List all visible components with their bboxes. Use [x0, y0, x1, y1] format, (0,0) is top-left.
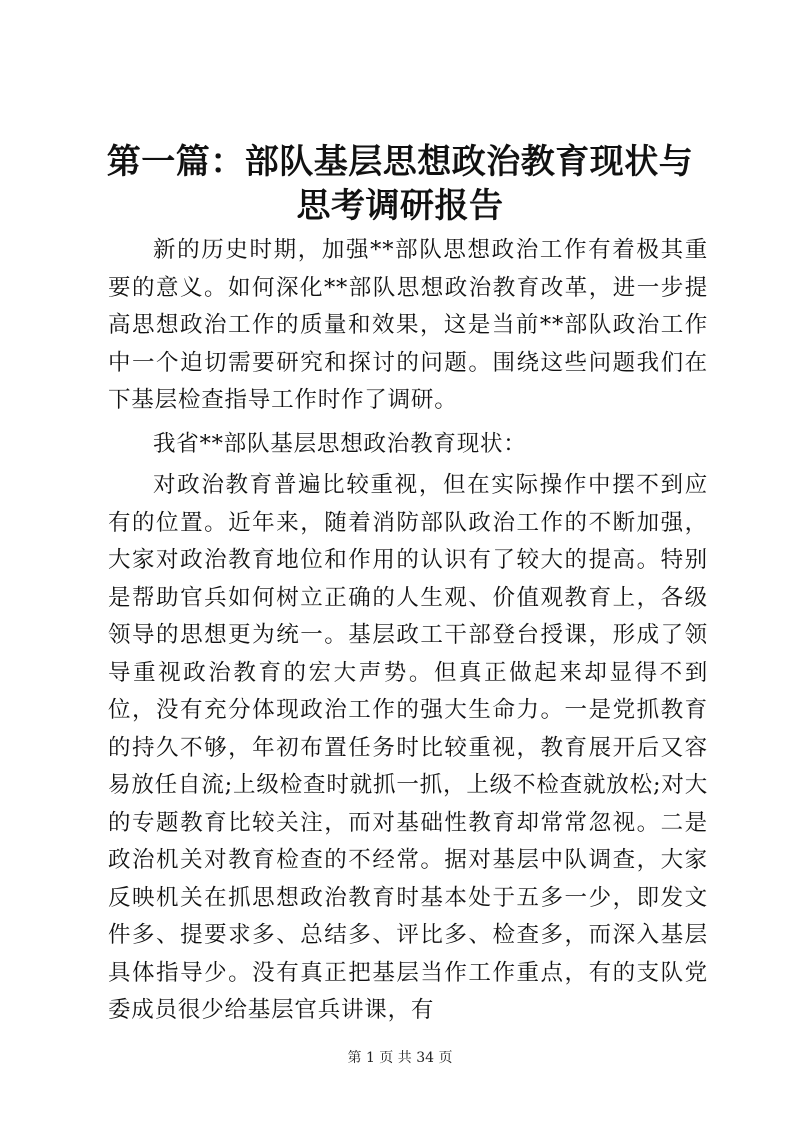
- paragraph-intro: 新的历史时期，加强**部队思想政治工作有着极其重要的意义。如何深化**部队思想政治教育改革，进一步提高思想政治工作的质量和效果，这是当前**部队政治工作中一个迫切需要研究和探讨的问题。围绕这些问题我们在下基层检查指导工作时作了调研。: [108, 237, 708, 413]
- paragraph-analysis: 对政治教育普遍比较重视，但在实际操作中摆不到应有的位置。近年来，随着消防部队政治工作的不断加强，大家对政治教育地位和作用的认识有了较大的提高。特别是帮助官兵如何树立正确的人生观、价值观教育上，各级领导的思想更为统一。基层政工干部登台授课，形成了领导重视政治教育的宏大声势。但真正做起来却显得不到位，没有充分体现政治工作的强大生命力。一是党抓教育的持久不够，年初布置任务时比较重视，教育展开后又容易放任自流;上级检查时就抓一抓，上级不检查就放松;对大的专题教育比较关注，而对基础性教育却常常忽视。二是政治机关对教育检查的不经常。据对基层中队调查，大家反映机关在抓思想政治教育时基本处于五多一少，即发文件多、提要求多、总结多、评比多、检查多，而深入基层具体指导少。没有真正把基层当作工作重点，有的支队党委成员很少给基层官兵讲课，有: [108, 472, 708, 1023]
- document-title: 第一篇：部队基层思想政治教育现状与思考调研报告: [106, 142, 694, 226]
- paragraph-heading-status: 我省**部队基层思想政治教育现状：: [153, 430, 527, 457]
- document-body: [108, 232, 708, 1036]
- page-footer: 第 1 页 共 34 页: [347, 1050, 453, 1066]
